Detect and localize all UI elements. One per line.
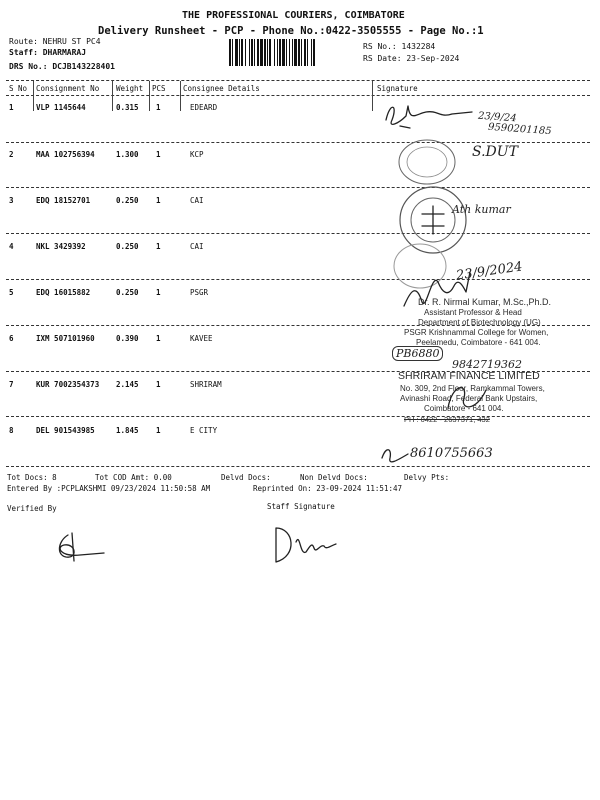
col-consignee-header: Consignee Details xyxy=(183,84,260,93)
stamp-shriram-address-3: Coimbatore - 641 004. xyxy=(424,404,504,413)
row-consignment: EDQ 18152701 xyxy=(36,196,91,205)
barcode-bar xyxy=(251,39,253,66)
row-consignee: EDEARD xyxy=(190,103,218,112)
row-pcs: 1 xyxy=(156,242,161,251)
row-sno: 6 xyxy=(9,334,14,343)
verified-by-label: Verified By xyxy=(7,504,57,513)
non-delivered-docs: Non Delvd Docs: xyxy=(300,473,368,482)
row-consignee: PSGR xyxy=(190,288,209,297)
row-weight: 0.250 xyxy=(116,196,139,205)
row-sno: 4 xyxy=(9,242,14,251)
stamp-professor-name: Dr. R. Nirmal Kumar, M.Sc.,Ph.D. xyxy=(418,297,552,307)
stamp-professor-dept: Department of Biotechnology (UG) xyxy=(418,318,541,327)
barcode-bar xyxy=(274,39,275,66)
row-sno: 1 xyxy=(9,103,14,112)
barcode-bar xyxy=(235,39,238,66)
drs-number: DRS No.: DCJB143228401 xyxy=(9,62,115,71)
row6-handwritten-code: PB6880 xyxy=(392,346,443,361)
row-weight: 0.390 xyxy=(116,334,139,343)
row-consignee: E CITY xyxy=(190,426,218,435)
row-consignment: NKL 3429392 xyxy=(36,242,86,251)
row1-handwritten-date: 23/9/24 xyxy=(477,110,517,125)
row-weight: 2.145 xyxy=(116,380,139,389)
col-line xyxy=(33,81,34,111)
stamp-shriram-address-1: No. 309, 2nd Floor, Ramkammal Towers, xyxy=(400,384,545,393)
row-divider xyxy=(6,416,590,417)
row8-handwritten-phone: 8610755663 xyxy=(410,446,493,461)
row-pcs: 1 xyxy=(156,334,161,343)
entered-by: Entered By :PCPLAKSHMI 09/23/2024 11:50:58 AM xyxy=(7,484,211,493)
row-sno: 3 xyxy=(9,196,14,205)
barcode-bar xyxy=(264,39,266,66)
row-consignee: CAI xyxy=(190,196,204,205)
barcode-bar xyxy=(292,39,293,66)
rs-number: RS No.: 1432284 xyxy=(363,42,436,51)
barcode-bar xyxy=(313,39,315,66)
row-consignee: SHRIRAM xyxy=(190,380,222,389)
delivered-docs: Delvd Docs: xyxy=(221,473,271,482)
barcode-bar xyxy=(307,39,308,66)
row-divider xyxy=(6,142,590,143)
company-name: THE PROFESSIONAL COURIERS, COIMBATORE xyxy=(182,10,405,21)
barcode-bar xyxy=(229,39,231,66)
col-consignment-header: Consignment No xyxy=(36,84,100,93)
row-sno: 5 xyxy=(9,288,14,297)
stamp-shriram-name: SHRIRAM FINANCE LIMITED xyxy=(398,370,540,382)
row-weight: 0.315 xyxy=(116,103,139,112)
row-sno: 7 xyxy=(9,380,14,389)
row-consignment: KUR 7002354373 xyxy=(36,380,100,389)
row-divider xyxy=(6,187,590,188)
route: Route: NEHRU ST PC4 xyxy=(9,37,101,46)
row3-handwritten-name: Ath kumar xyxy=(452,203,511,216)
col-line xyxy=(372,81,373,111)
barcode xyxy=(228,39,356,66)
row-pcs: 1 xyxy=(156,103,161,112)
stamp-professor-college: PSGR Krishnammal College for Women, xyxy=(404,328,549,337)
row-pcs: 1 xyxy=(156,150,161,159)
divider xyxy=(6,95,590,96)
row-weight: 1.845 xyxy=(116,426,139,435)
barcode-bar xyxy=(289,39,290,66)
col-weight-header: Weight xyxy=(116,84,144,93)
col-line xyxy=(149,81,150,111)
row7-signature xyxy=(442,378,492,418)
row-consignee: CAI xyxy=(190,242,204,251)
rs-date: RS Date: 23-Sep-2024 xyxy=(363,54,460,63)
staff: Staff: DHARMARAJ xyxy=(9,48,87,57)
row-consignment: EDQ 16015882 xyxy=(36,288,91,297)
reprinted-on: Reprinted On: 23-09-2024 11:51:47 xyxy=(253,484,403,493)
row-pcs: 1 xyxy=(156,196,161,205)
row-pcs: 1 xyxy=(156,288,161,297)
delivery-points: Delvy Pts: xyxy=(404,473,450,482)
barcode-bar xyxy=(311,39,312,66)
row-sno: 8 xyxy=(9,426,14,435)
row-pcs: 1 xyxy=(156,426,161,435)
verified-signature xyxy=(50,525,110,565)
barcode-bar xyxy=(254,39,255,66)
barcode-bar xyxy=(277,39,278,66)
stamp-professor-city: Peelamedu, Coimbatore - 641 004. xyxy=(416,338,541,347)
row8-signature xyxy=(378,444,412,466)
row-consignment: MAA 102756394 xyxy=(36,150,95,159)
total-docs: Tot Docs: 8 xyxy=(7,473,57,482)
row2-handwritten-name: S.DUT xyxy=(472,144,518,160)
barcode-bar xyxy=(269,39,271,66)
row-sno: 2 xyxy=(9,150,14,159)
barcode-bar xyxy=(241,39,243,66)
row-pcs: 1 xyxy=(156,380,161,389)
barcode-bar xyxy=(294,39,297,66)
barcode-bar xyxy=(298,39,300,66)
stamp-shriram-phone: PH : 0422 - 2637371, 432 xyxy=(404,415,490,424)
row1-signature xyxy=(380,98,476,134)
staff-signature-label: Staff Signature xyxy=(267,502,335,511)
row-divider xyxy=(6,466,590,467)
row-divider xyxy=(6,233,590,234)
barcode-bar xyxy=(232,39,233,66)
row5-handwritten-date: 23/9/2024 xyxy=(455,259,524,284)
barcode-bar xyxy=(304,39,306,66)
round-stamp xyxy=(396,136,458,188)
col-line xyxy=(112,81,113,111)
row-weight: 1.300 xyxy=(116,150,139,159)
row-consignee: KCP xyxy=(190,150,204,159)
barcode-bar xyxy=(249,39,250,66)
staff-signature xyxy=(266,516,346,568)
stamp-shriram-address-2: Avinashi Road, Federal Bank Upstairs, xyxy=(400,394,538,403)
col-line xyxy=(180,81,181,111)
row6-handwritten-phone: 9842719362 xyxy=(452,358,522,371)
row-consignee: KAVEE xyxy=(190,334,213,343)
row-consignment: VLP 1145644 xyxy=(36,103,86,112)
col-pcs-header: PCS xyxy=(152,84,166,93)
barcode-bar xyxy=(301,39,302,66)
col-signature-header: Signature xyxy=(377,84,418,93)
barcode-bar xyxy=(279,39,281,66)
total-cod-amount: Tot COD Amt: 0.00 xyxy=(95,473,172,482)
row-weight: 0.250 xyxy=(116,242,139,251)
stamp-professor-title: Assistant Professor & Head xyxy=(424,308,522,317)
runsheet-title: Delivery Runsheet - PCP - Phone No.:0422-3505555 - Page No.:1 xyxy=(98,25,484,37)
row-consignment: IXM 507101960 xyxy=(36,334,95,343)
col-sno-header: S No xyxy=(9,84,28,93)
row-consignment: DEL 901543985 xyxy=(36,426,95,435)
barcode-bar xyxy=(257,39,259,66)
divider xyxy=(6,80,590,81)
barcode-bar xyxy=(239,39,240,66)
row1-handwritten-phone: 9590201185 xyxy=(487,121,552,138)
barcode-bar xyxy=(286,39,287,66)
barcode-bar xyxy=(267,39,268,66)
barcode-bar xyxy=(282,39,285,66)
barcode-bar xyxy=(245,39,246,66)
barcode-bar xyxy=(260,39,263,66)
row-weight: 0.250 xyxy=(116,288,139,297)
